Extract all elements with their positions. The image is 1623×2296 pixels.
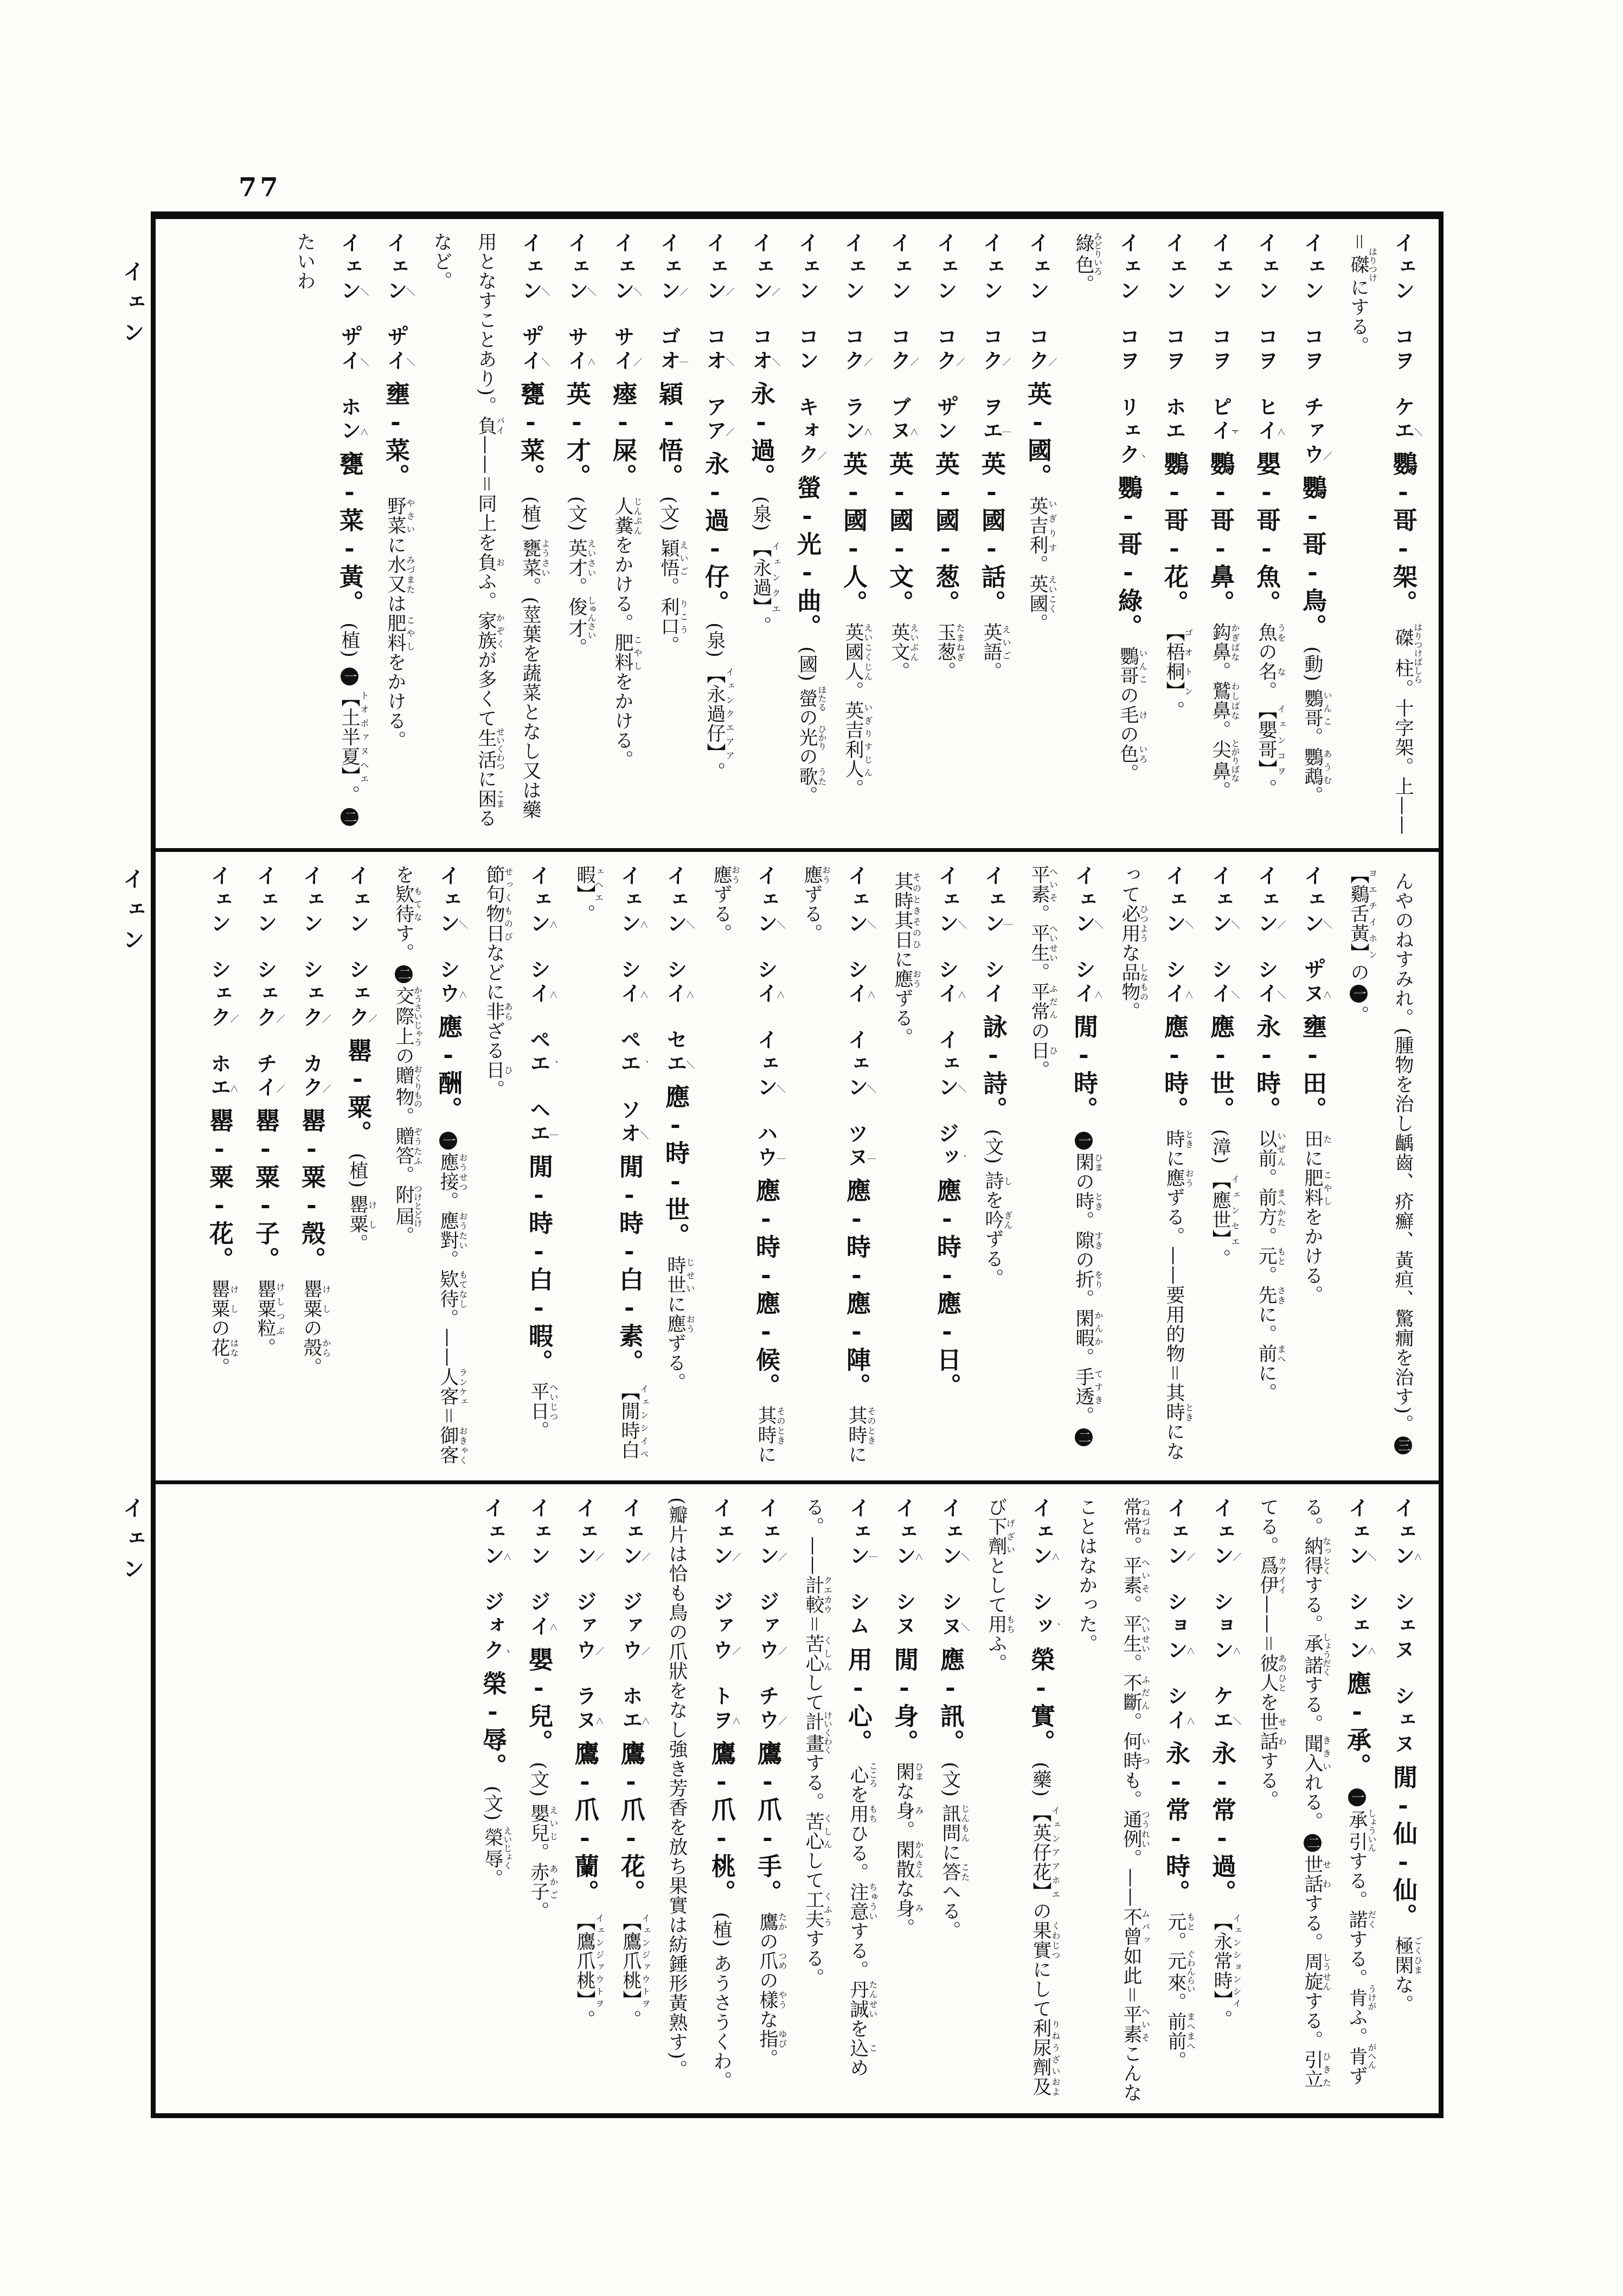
entry-definition: 一閑ひまの時とき。隙すきの折をり。閑暇かんか。手透てすき。二平素へいそ。平生へいせい。平常ふだんの日ひ。 (1028, 865, 1094, 1449)
entry-pronunciation: イェン シェク／ ホエ＜ (207, 864, 239, 1101)
margin-guide-label: イェン (119, 868, 145, 959)
entry-pronunciation: イェン コヲ チァウ／ (1300, 232, 1332, 468)
entry-pronunciation: イェン＜ シッ、 (1029, 1497, 1061, 1639)
entry-definition: (植) 一【土半夏】トオポァヌヘエ。二たいわ (294, 232, 360, 829)
entry-pronunciation: イェン＼ シイ＜ セエ＼ (663, 864, 695, 1077)
entry-definition: (泉) 【永過仔】イェンクエアア。 (704, 623, 735, 782)
dict-entry (197, 865, 241, 1471)
sense-number: 一 (439, 1132, 457, 1150)
dict-entry (554, 232, 599, 838)
entry-definition: 罌粟けしの殼から。 (300, 1279, 331, 1377)
entry-definition: 罌粟粒けしつぶ。 (254, 1279, 285, 1358)
entry-definition: 【鷹爪桃】イェンジァウトヲ。 (620, 1912, 651, 2029)
entry-definition: (文) 嬰兒えいじ。赤子あかご。 (528, 1761, 559, 1921)
entry-headword: 閒-身。 (890, 1646, 919, 1755)
dict-entry (289, 865, 333, 1471)
sense-number: 一 (1350, 985, 1368, 1003)
entry-definition: (植) あうさうくわ。(瓣片は恰も鳥の爪狀をなし強き芳香を放ち果實は紡錘形黃熟す)。 (666, 1497, 732, 2091)
dict-entry (1064, 1497, 1198, 2103)
entry-headword: 英-國-人。 (839, 451, 868, 617)
entry-pronunciation: イェン＼ サ゚ヌ＜ (1300, 864, 1332, 1006)
dict-entry (562, 1497, 607, 2103)
entry-headword: 永-常-時。 (1162, 1740, 1190, 1906)
dict-entry (1336, 865, 1425, 1471)
entry-pronunciation: イェン＜ シイ＜ ペエ、 ソオ＼ (617, 864, 649, 1147)
entry-definition: 其時そのときに應おうずる。 (710, 864, 786, 1465)
entry-pronunciation: イェン コヲ ケエ＼ (1391, 232, 1423, 444)
entry-definition: (國) 螢ほたるの光ひかりの歌うた。 (796, 646, 827, 806)
entry-headword: 罌-粟-子。 (251, 1108, 280, 1273)
dict-entry (562, 865, 651, 1471)
entry-headword: 應-世。 (1206, 1014, 1235, 1123)
entry-definition: 極閑ごくひまな。 (1392, 1935, 1423, 2014)
entry-headword: 永-過-仔。 (701, 451, 729, 617)
entry-headword: 鸚-哥-花。 (1160, 451, 1189, 617)
entry-pronunciation: イェン＜ シイ＜ ペエ、 ヘエ｜ (527, 864, 559, 1147)
entry-definition: 罌粟けしの花はな。 (208, 1279, 239, 1377)
entry-headword: 應-訊。 (936, 1646, 965, 1755)
entry-pronunciation: イェン／ ジァウ／ ホエ＜ (619, 1497, 651, 1733)
dict-entry (831, 232, 875, 838)
entry-pronunciation: イェン シェク／ チイ／ (253, 864, 285, 1101)
dict-entry (880, 865, 969, 1471)
entry-pronunciation: イェン｜ シイ (981, 864, 1013, 1006)
entry-pronunciation: イェン＼ シイ＜ (1162, 864, 1194, 1006)
dict-entry (1017, 865, 1106, 1471)
entry-pronunciation: イェン／ コオ＼ アア／ (703, 232, 735, 444)
dict-entry (283, 232, 371, 838)
dict-entry (1381, 1497, 1425, 2103)
entry-headword: 榮-辱。 (478, 1670, 507, 1779)
entry-pronunciation: イェン／ ゴオ｜ (657, 232, 689, 374)
entry-pronunciation: イェン＼ シイ＜ (1072, 864, 1104, 1006)
entry-pronunciation: イェン＼ シウ＜ (436, 864, 468, 1006)
entry-pronunciation: イェン コヲ ピイ⊦ (1208, 232, 1240, 444)
entry-pronunciation: イェン コク／ ラン＜ (841, 232, 873, 444)
entry-definition: 魚うをの名な。【嬰哥】イェンコヲ。 (1255, 623, 1286, 799)
entry-definition: 鷹たかの爪つめの樣やうな指ゆび。 (756, 1912, 787, 2068)
entry-definition: 鈎鼻かぎばな。鷲鼻わしばな。尖鼻とがりばな。 (1209, 623, 1240, 801)
entry-headword: 永-常-過。 (1208, 1740, 1236, 1906)
dict-entry (373, 232, 418, 838)
entry-definition: (植) 罌粟けし。 (347, 1152, 377, 1254)
dict-entry (1198, 865, 1242, 1471)
entry-pronunciation: イェン コク／ サ゚ン (933, 232, 965, 444)
dict-entry (653, 865, 697, 1471)
entry-definition: (文) 穎悟えいご。利口りこう。 (658, 496, 689, 656)
entry-definition: (文) 訊問じんもんに答こたへる。 (939, 1761, 970, 1941)
dict-entry (692, 232, 737, 838)
entry-headword: 閒-時-白-暇。 (524, 1154, 553, 1376)
entry-headword: 英-國-葱。 (931, 451, 960, 617)
dict-entry (243, 865, 287, 1471)
sense-number: 一 (1075, 1132, 1093, 1150)
dict-entry (1015, 232, 1060, 838)
entry-pronunciation: イェン／ ジァウ／ トヲ＜ (709, 1497, 741, 1733)
entry-pronunciation: イェン コヲ ヒイ＜ (1254, 232, 1286, 444)
entry-pronunciation: イェン＼ シイ＜ イェン＼ ツヌ｜ (844, 864, 876, 1171)
dict-entry (1199, 1497, 1244, 2103)
dict-entry (516, 1497, 561, 2103)
entry-headword: 鸚-哥-架。 (1389, 451, 1417, 617)
entry-pronunciation: イェン／ ション＜ シイ＜ (1164, 1497, 1196, 1733)
entry-headword: 穎-悟。 (655, 381, 683, 490)
entry-definition: 時世じせいに應おうずる。 (664, 1255, 695, 1393)
entry-definition: 心こころを用もちひる。注意ちゅういする。丹誠たんせいを込こめる。——計較クエカウ＝苦心くしんして計畫けいくわくする。苦心くしんして工夫くふうする。 (803, 1497, 878, 2077)
entry-pronunciation: イェン＜ シェヌ シェヌ (1391, 1497, 1423, 1757)
entry-headword: 英-國-文。 (885, 451, 914, 617)
entry-headword: 應-時-應-日。 (933, 1178, 961, 1400)
entry-definition: (藥) 【英仔花】イェンアアホエの果實くわじつにして利尿劑りねうざい及および下劑げざいとして用もちふ。 (985, 1497, 1061, 2097)
entry-pronunciation: イェン コヲ リェクヽ (1116, 232, 1148, 468)
entry-pronunciation: イェン＜ ジォクヽ (480, 1497, 512, 1663)
entry-definition: 【鷹爪桃】イェンジァウトヲ。 (574, 1912, 605, 2029)
entry-definition: 其時其日そのときそのひに應おうずる。 (891, 871, 922, 1047)
dict-entry (1244, 865, 1288, 1471)
entry-headword: 應-時-世。 (661, 1084, 690, 1249)
entry-headword: 壅-田。 (1298, 1014, 1327, 1123)
entry-pronunciation: イェン｜ シム (846, 1497, 878, 1639)
entry-definition: 閑ひまな身み。閑散かんさんな身み。 (893, 1761, 924, 1938)
entry-definition: 一應接おうせつ。應對おうたい。欵待もてなし。——人客ランケェ＝御客おきゃくを欵待もてなす。二交際上かうさいじゃうの贈物おくりもの。贈答ぞうたふ。附屆つけとどけ。 (393, 864, 468, 1465)
entry-headword: 閒-時。 (1069, 1014, 1098, 1123)
sense-number: 二 (341, 808, 358, 826)
dict-entry (928, 1497, 972, 2103)
entry-definition: (文) 詩しを吟ぎんずる。 (982, 1128, 1013, 1288)
dict-entry (1290, 232, 1335, 838)
entry-headword: 永-過。 (747, 381, 775, 490)
entry-headword: 用-心。 (844, 1646, 873, 1755)
entry-headword: 鸚-哥-鼻。 (1206, 451, 1235, 617)
entry-headword: 應-時-應-陣。 (842, 1178, 871, 1400)
entry-pronunciation: イェン＼ サイ／ (611, 232, 643, 374)
sense-number: 一 (1348, 1788, 1366, 1806)
entry-headword: 英-國-話。 (977, 451, 1006, 617)
entry-pronunciation: イェン シェク／ カク／ (299, 864, 331, 1101)
entry-headword: 英-國。 (1023, 381, 1052, 490)
entry-headword: 瘞-屎。 (608, 381, 637, 490)
dictionary-band-bottom (156, 1480, 1439, 2113)
entry-headword: 詠-詩。 (979, 1014, 1008, 1123)
dict-entry (419, 232, 553, 838)
entry-definition: (動) 鸚哥いんこ。鸚鵡あうむ。 (1301, 646, 1332, 806)
entry-definition: 時ときに應おうずる。——要用的物＝其時ときになって必用ひつような品物しなもの。 (1119, 864, 1194, 1461)
dict-entry (969, 232, 1013, 838)
dict-entry (1336, 232, 1425, 838)
entry-headword: 嬰-兒。 (524, 1646, 553, 1755)
entry-definition: (漳) 【應世】イェンセエ。 (1209, 1128, 1240, 1269)
dict-entry (1198, 232, 1242, 838)
sense-number: 一 (341, 668, 358, 685)
entry-definition: 野菜やさいに水又みづまたは肥料こやしをかける。 (384, 496, 415, 751)
entry-pronunciation: イェン／ ジァウ／ ラヌ＜ (573, 1497, 605, 1733)
sense-number: 二 (1304, 1834, 1322, 1852)
entry-pronunciation: イェン コク／ ヲエ｜ (979, 232, 1011, 444)
entry-pronunciation: イェン＼ シェン＜ (1345, 1497, 1377, 1663)
entry-headword: 嬰-哥-魚。 (1252, 451, 1281, 617)
dict-entry (335, 865, 380, 1471)
entry-definition: んやのねすみれ。(腫物を治し齲齒、疥癬、黃疸、驚癇を治す)。三【鷄舌黃】ヨエチイホンの一。 (1348, 865, 1414, 1457)
entry-pronunciation: イェン／ ション＜ ケエ＼ (1210, 1497, 1242, 1733)
dict-entry (381, 865, 470, 1471)
entry-definition: 元もと。元來ぐわんらい。前前まへまへ。常常つねづね。平素へいそ。平生へいせい。不斷ふだん。何時いつも。通例つうれい。——不曾ムパッ如此＝平素へいそこんなことはなかった。 (1076, 1497, 1196, 2103)
entry-definition: 【永常時】イェンションシイ。 (1211, 1912, 1242, 2029)
dict-entry (971, 865, 1015, 1471)
entry-pronunciation: イェン＼ シイ＜ イェン＼ ジッ、 (935, 864, 967, 1171)
entry-pronunciation: イェン＜ シヌ (892, 1497, 924, 1639)
entry-headword: 罌-粟-殼。 (297, 1108, 326, 1273)
entry-headword: 鷹-爪-手。 (753, 1740, 782, 1906)
entry-pronunciation: イェン＼ シイ＼ (1208, 864, 1240, 1006)
dict-entry (608, 1497, 653, 2103)
dict-entry (1246, 1497, 1379, 2103)
entry-headword: 應-時-應-候。 (752, 1178, 780, 1400)
margin-guide-label: イェン (119, 260, 145, 351)
entry-pronunciation: イェン＼ シヌ＼ (938, 1497, 970, 1639)
dict-entry (600, 232, 645, 838)
entry-pronunciation: イェン＼ サ゚イ＼ (518, 232, 550, 374)
entry-definition: 玉葱たまねぎ。 (934, 623, 965, 682)
entry-definition: (文) 英才えいさい。俊才しゅんさい。 (566, 496, 596, 658)
entry-headword: 應-時。 (1160, 1014, 1189, 1123)
dict-entry (646, 232, 691, 838)
entry-definition: 以前いぜん。前方まへかた。元もと。先さきに。前まへに。 (1255, 1128, 1286, 1402)
entry-headword: 永-時。 (1252, 1014, 1281, 1123)
entry-pronunciation: イェン／ シイ＼ (1254, 864, 1286, 1006)
entry-definition: 人糞じんぷんをかける。肥料こやしをかける。 (612, 496, 643, 770)
dict-entry (1152, 232, 1196, 838)
entry-definition: 英語えいご。 (980, 623, 1011, 682)
dict-entry (882, 1497, 926, 2103)
dict-entry (745, 1497, 790, 2103)
entry-pronunciation: イェン コン キォク／ (795, 232, 827, 468)
dict-entry (923, 232, 967, 838)
dict-entry (655, 1497, 743, 2103)
entry-headword: 罌-粟-花。 (205, 1108, 234, 1273)
entry-headword: 應-承。 (1343, 1670, 1371, 1779)
dict-entry (877, 232, 921, 838)
entry-definition: 磔柱はりつけばしら。十字架。上——＝磔はりつけにする。 (1348, 232, 1423, 836)
dict-entry (1107, 865, 1196, 1471)
entry-definition: 一承引しょういんする。諾だくする。肯うけがふ。肯がへんずる。納得なっとくする。承諾しょうだくする。聞入ききいれる。二世話せわする。周旋しうせんする。引立ひきたてる。爲伊カアイイ——＝彼人あのひとを世話せわする。 (1257, 1497, 1377, 2089)
entry-definition: 田たに肥料こやしをかける。 (1301, 1128, 1332, 1305)
sense-number: 二 (395, 965, 413, 983)
entry-headword: 鷹-爪-花。 (617, 1740, 645, 1906)
entry-headword: 鸚-哥-鳥。 (1298, 475, 1327, 640)
entry-pronunciation: イェン／ コオ＼ (749, 232, 781, 374)
entry-definition: 英文えいぶん。 (888, 623, 919, 682)
dict-entry (1290, 865, 1335, 1471)
entry-pronunciation: イェン シェク／ (345, 864, 377, 1030)
entry-definition: 鸚哥いんこの毛けの色いろ。綠色みどりいろ。 (1073, 232, 1148, 784)
entry-definition: (文) 榮辱えいじょく。 (482, 1785, 512, 1889)
sense-number: 二 (1075, 1428, 1093, 1446)
entry-headword: 閒-時-白-素。 (615, 1154, 644, 1376)
page-number: 77 (239, 172, 281, 203)
entry-definition: 英國人えいこくじん。英吉利人いぎりすじん。 (842, 623, 873, 799)
entry-headword: 螢-光-曲。 (793, 475, 822, 640)
entry-pronunciation: イェン コク／ (1025, 232, 1057, 374)
entry-headword: 鷹-爪-桃。 (707, 1740, 736, 1906)
entry-headword: 罌-粟。 (343, 1037, 372, 1146)
dictionary-band-middle (156, 848, 1439, 1481)
sense-number: 三 (1394, 1436, 1412, 1454)
entry-headword: 鸚-哥-綠。 (1114, 475, 1143, 640)
entry-pronunciation: イェン ジイ＜ (527, 1497, 559, 1639)
content-frame (151, 211, 1444, 2118)
entry-pronunciation: イェン／ ジァウ／ チウ／ (755, 1497, 787, 1733)
entry-definition: (植) 甕菜ようさい。(莖葉を蔬菜となし又は藥用となすことあり)。負パイ——＝同上を負おふ。家族かぞくが多くて生活せいくわつに困こまるなど。 (431, 232, 550, 828)
entry-pronunciation: イェン コク／ ブヌ＜ (887, 232, 919, 444)
entry-definition: 平日へいじつ。節句物日せっくものびなどに非あらざる日ひ。 (483, 864, 559, 1441)
entry-definition: 其時そのときに應おうずる。 (801, 864, 876, 1465)
entry-headword: 鷹-爪-蘭。 (570, 1740, 599, 1906)
dict-entry (785, 232, 829, 838)
dict-entry (1061, 232, 1150, 838)
entry-headword: 甕-菜。 (516, 381, 545, 490)
dict-entry (470, 1497, 515, 2103)
dict-entry (472, 865, 561, 1471)
entry-pronunciation: イェン＼ サ゚イ＼ ホン＜ (337, 232, 369, 444)
entry-definition: (泉) 【永過】イェンクエ。 (750, 496, 781, 636)
dict-entry (1244, 232, 1288, 838)
dict-entry (739, 232, 783, 838)
entry-pronunciation: イェン＼ サイ＜ (564, 232, 596, 374)
dict-entry (699, 865, 788, 1471)
entry-definition: 英吉利いぎりす。英國えいこく。 (1027, 496, 1057, 633)
entry-headword: 甕-菜-黃。 (335, 451, 364, 617)
entry-pronunciation: イェン＼ サ゚イ＼ (383, 232, 415, 374)
entry-headword: 應-酬。 (434, 1014, 463, 1123)
entry-headword: 榮-實。 (1027, 1646, 1055, 1755)
dict-entry (791, 1497, 880, 2103)
dict-entry (974, 1497, 1063, 2103)
entry-headword: 壅-菜。 (381, 381, 410, 490)
entry-headword: 英-才。 (562, 381, 591, 490)
entry-definition: 【梧桐】ゴオトン。 (1163, 623, 1194, 721)
dict-entry (790, 865, 878, 1471)
entry-pronunciation: イェン＼ シイ＜ イェン＼ ハウ｜ (754, 864, 786, 1171)
dictionary-band-top (156, 219, 1439, 848)
margin-guide-label: イェン (119, 1497, 145, 1588)
entry-definition: 【閒時白暇】イェンシイペェヘエ。 (574, 864, 649, 1460)
entry-headword: 閒-仙-仙。 (1389, 1764, 1417, 1929)
entry-pronunciation: イェン コヲ ホエ (1162, 232, 1186, 444)
